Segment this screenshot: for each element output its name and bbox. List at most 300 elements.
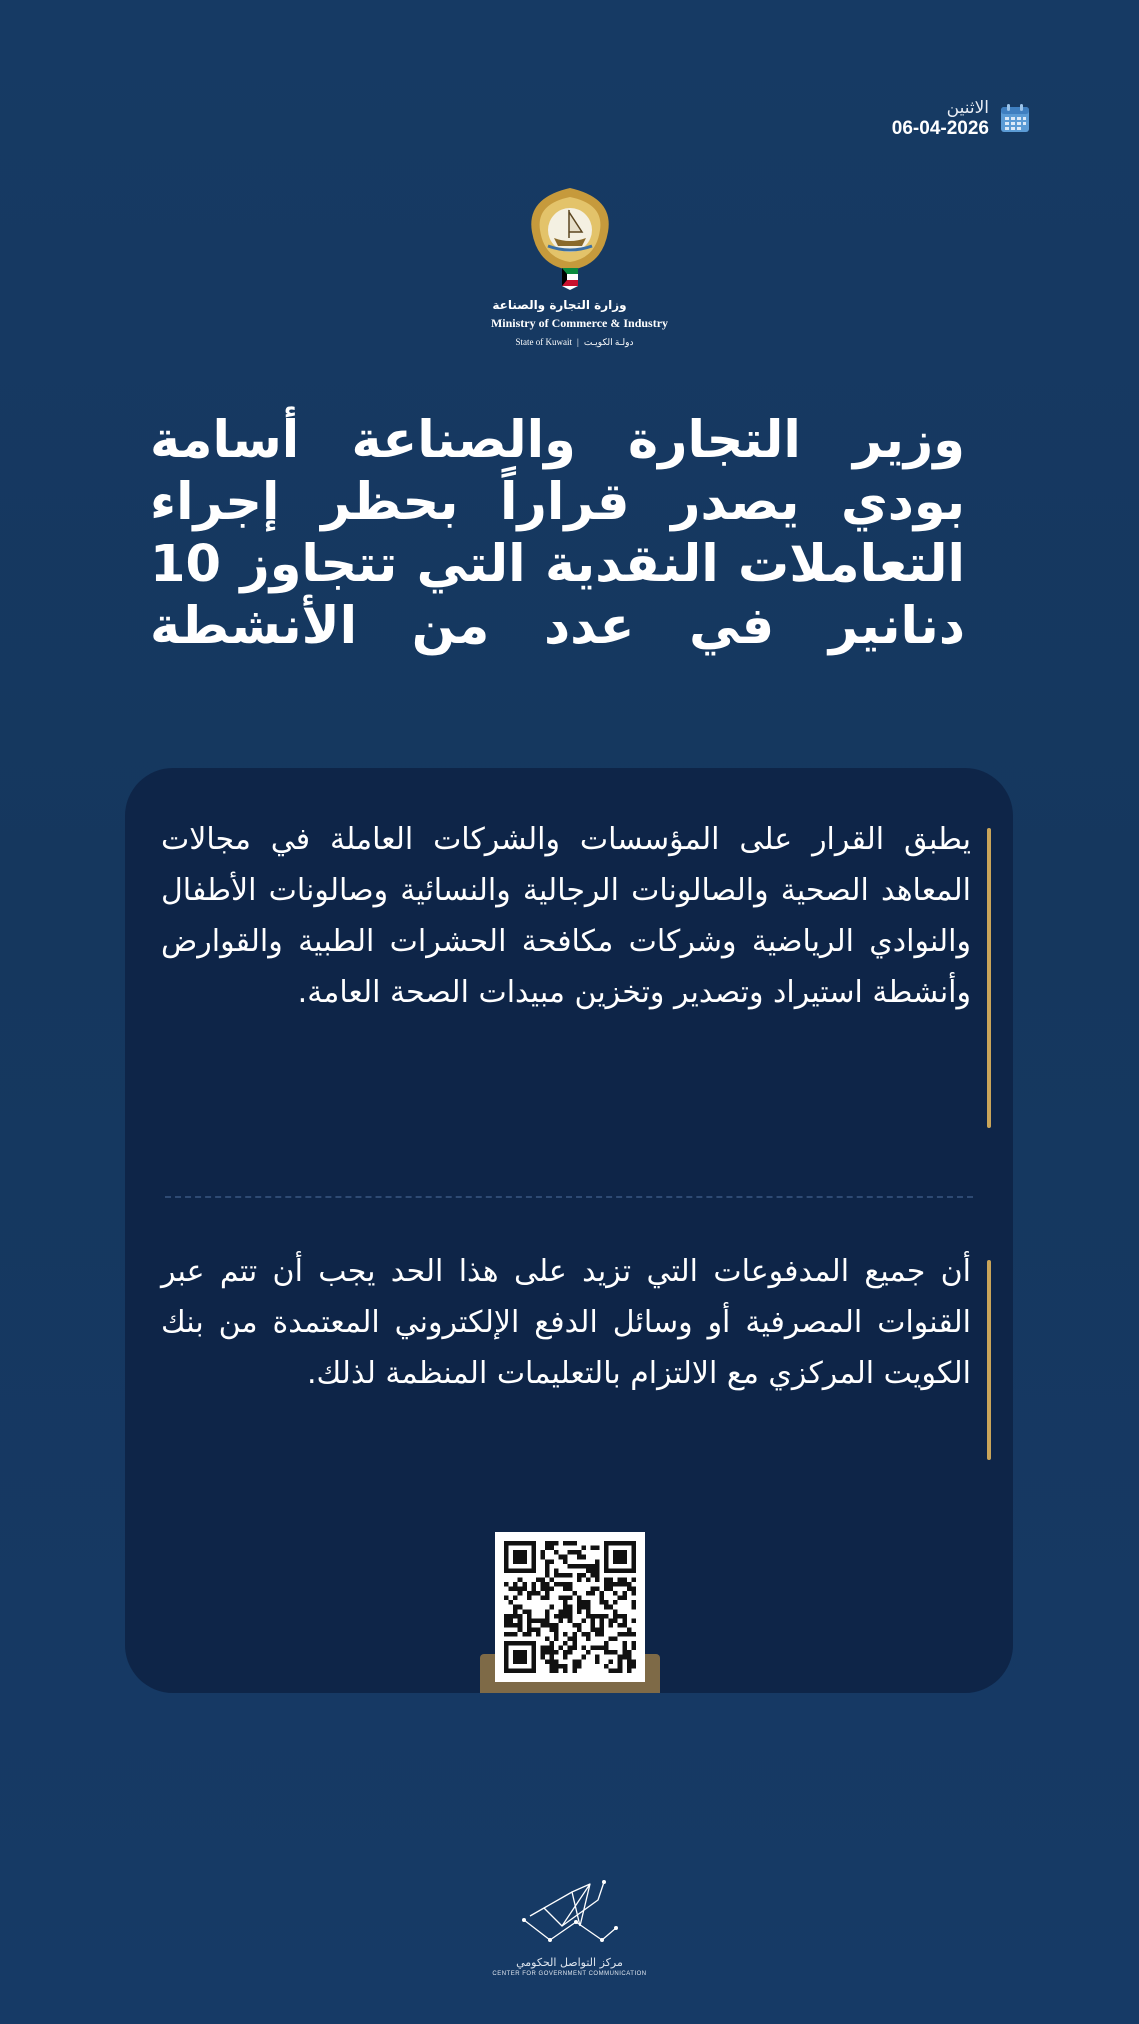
state-english: State of Kuwait [515, 337, 573, 347]
date-text [892, 98, 989, 140]
qr-module [613, 1650, 618, 1655]
qr-module [586, 1591, 591, 1596]
qr-module [518, 1618, 523, 1623]
qr-module [509, 1668, 514, 1673]
qr-module [509, 1641, 514, 1646]
qr-module [527, 1618, 532, 1623]
qr-module [572, 1564, 577, 1569]
qr-module [563, 1541, 568, 1546]
qr-module [536, 1618, 541, 1623]
qr-module [577, 1577, 582, 1582]
qr-module [613, 1559, 618, 1564]
qr-module [504, 1655, 509, 1660]
qr-module [577, 1600, 582, 1605]
qr-module [559, 1664, 564, 1669]
qr-module [622, 1618, 627, 1623]
state-arabic: دولـة الكويـت [583, 337, 634, 347]
qr-module [600, 1591, 605, 1596]
ministry-name-arabic: وزارة التجارة والصناعة [492, 298, 627, 312]
qr-module [550, 1627, 555, 1632]
qr-module [618, 1550, 623, 1555]
qr-module [618, 1596, 623, 1601]
qr-module [604, 1641, 609, 1646]
qr-module [518, 1659, 523, 1664]
qr-module [613, 1550, 618, 1555]
qr-module [572, 1541, 577, 1546]
qr-module [540, 1646, 545, 1651]
qr-module [563, 1655, 568, 1660]
qr-module [600, 1632, 605, 1637]
qr-module [622, 1568, 627, 1573]
qr-module [613, 1618, 618, 1623]
qr-module [522, 1541, 527, 1546]
qr-module [627, 1627, 632, 1632]
qr-module [522, 1650, 527, 1655]
qr-module [554, 1668, 559, 1673]
qr-module [518, 1541, 523, 1546]
qr-module [531, 1641, 536, 1646]
qr-module [531, 1659, 536, 1664]
paragraph-2: أن جميع المدفوعات التي تزيد على هذا الحد يجب أن تتم عبر القنوات المصرفية أو وسائل الدفع الإلكتروني المعتمدة من بنك الكويت المركزي مع الالتزام بالتعليمات المنظمة لذلك. [161, 1254, 971, 1391]
qr-module [604, 1559, 609, 1564]
qr-module [518, 1568, 523, 1573]
qr-module [622, 1650, 627, 1655]
qr-module [563, 1664, 568, 1669]
qr-module [613, 1541, 618, 1546]
qr-module [586, 1614, 591, 1619]
qr-module [518, 1627, 523, 1632]
qr-module [613, 1668, 618, 1673]
qr-module [631, 1618, 636, 1623]
qr-module [577, 1609, 582, 1614]
qr-module [609, 1618, 614, 1623]
qr-module [622, 1641, 627, 1646]
qr-module [613, 1582, 618, 1587]
qr-module [568, 1587, 573, 1592]
qr-module [522, 1582, 527, 1587]
qr-module [595, 1627, 600, 1632]
qr-module [536, 1577, 541, 1582]
qr-module [545, 1650, 550, 1655]
qr-module [550, 1546, 555, 1551]
qr-code-icon[interactable] [495, 1532, 645, 1682]
qr-module [622, 1577, 627, 1582]
qr-module [622, 1623, 627, 1628]
qr-module [568, 1573, 573, 1578]
qr-module [559, 1582, 564, 1587]
qr-module [545, 1541, 550, 1546]
qr-module [618, 1577, 623, 1582]
qr-module [568, 1637, 573, 1642]
qr-module [531, 1646, 536, 1651]
qr-module [504, 1618, 509, 1623]
qr-module [545, 1623, 550, 1628]
qr-module [554, 1582, 559, 1587]
state-line [516, 337, 634, 348]
qr-module [531, 1655, 536, 1660]
qr-module [518, 1550, 523, 1555]
paragraph-1: يطبق القرار على المؤسسات والشركات العاملة في مجالات المعاهد الصحية والصالونات الرجالية والنسائية وصالونات الأطفال والنوادي الرياضية وشركات مكافحة الحشرات الطبية والقوارض وأنشطة استيراد وتصدير وتخزين مبيدات الصحة العامة. [161, 822, 971, 1010]
qr-module [531, 1664, 536, 1669]
qr-module [513, 1668, 518, 1673]
qr-module [631, 1641, 636, 1646]
qr-module [513, 1559, 518, 1564]
qr-module [513, 1568, 518, 1573]
qr-module [531, 1541, 536, 1546]
qr-module [577, 1573, 582, 1578]
qr-module [572, 1668, 577, 1673]
state-separator: | [577, 337, 579, 347]
qr-module [509, 1618, 514, 1623]
qr-module [631, 1632, 636, 1637]
qr-module [618, 1632, 623, 1637]
qr-module [590, 1646, 595, 1651]
qr-module [527, 1668, 532, 1673]
qr-module [550, 1650, 555, 1655]
qr-module [586, 1632, 591, 1637]
qr-module [554, 1573, 559, 1578]
qr-module [554, 1637, 559, 1642]
qr-module [631, 1555, 636, 1560]
qr-module [613, 1614, 618, 1619]
qr-module [554, 1650, 559, 1655]
qr-module [531, 1559, 536, 1564]
qr-module [531, 1582, 536, 1587]
qr-module [509, 1600, 514, 1605]
qr-module [581, 1600, 586, 1605]
qr-module [572, 1623, 577, 1628]
qr-module [550, 1623, 555, 1628]
government-communication-logo [510, 1878, 630, 1958]
qr-module [550, 1577, 555, 1582]
qr-module [518, 1641, 523, 1646]
dashed-divider [165, 1196, 973, 1198]
qr-module [540, 1623, 545, 1628]
qr-module [631, 1587, 636, 1592]
qr-module [595, 1546, 600, 1551]
qr-module [559, 1614, 564, 1619]
qr-module [545, 1637, 550, 1642]
qr-module [627, 1659, 632, 1664]
qr-module [609, 1650, 614, 1655]
qr-module [631, 1550, 636, 1555]
qr-module [586, 1600, 591, 1605]
qr-module [518, 1655, 523, 1660]
qr-module [554, 1614, 559, 1619]
qr-module [550, 1659, 555, 1664]
qr-module [581, 1605, 586, 1610]
qr-module [618, 1659, 623, 1664]
qr-module [563, 1587, 568, 1592]
qr-module [559, 1555, 564, 1560]
qr-module [559, 1573, 564, 1578]
qr-module [627, 1664, 632, 1669]
qr-module [522, 1659, 527, 1664]
qr-module [504, 1641, 509, 1646]
qr-module [513, 1550, 518, 1555]
qr-module [531, 1618, 536, 1623]
qr-module [600, 1596, 605, 1601]
qr-module [609, 1587, 614, 1592]
qr-module [631, 1541, 636, 1546]
qr-module [513, 1605, 518, 1610]
qr-module [586, 1609, 591, 1614]
qr-module [618, 1664, 623, 1669]
qr-module [631, 1546, 636, 1551]
qr-module [518, 1577, 523, 1582]
qr-module [509, 1568, 514, 1573]
qr-module [540, 1577, 545, 1582]
qr-module [563, 1650, 568, 1655]
qr-module [577, 1605, 582, 1610]
qr-module [572, 1664, 577, 1669]
qr-module [631, 1564, 636, 1569]
qr-module [563, 1668, 568, 1673]
qr-module [613, 1637, 618, 1642]
qr-module [604, 1650, 609, 1655]
qr-module [522, 1641, 527, 1646]
qr-module [618, 1555, 623, 1560]
qr-module [527, 1591, 532, 1596]
qr-module [531, 1555, 536, 1560]
qr-module [618, 1541, 623, 1546]
qr-module [563, 1582, 568, 1587]
accent-bar [987, 1260, 991, 1460]
qr-module [572, 1550, 577, 1555]
qr-module [572, 1641, 577, 1646]
qr-module [559, 1596, 564, 1601]
qr-module [609, 1541, 614, 1546]
qr-module [604, 1664, 609, 1669]
qr-module [563, 1555, 568, 1560]
qr-module [527, 1596, 532, 1601]
qr-module [595, 1587, 600, 1592]
qr-module [590, 1564, 595, 1569]
qr-module [527, 1632, 532, 1637]
qr-module [509, 1614, 514, 1619]
qr-module [590, 1573, 595, 1578]
qr-module [504, 1646, 509, 1651]
qr-module [581, 1573, 586, 1578]
qr-module [568, 1650, 573, 1655]
qr-module [618, 1668, 623, 1673]
qr-module [577, 1550, 582, 1555]
qr-module [604, 1564, 609, 1569]
qr-module [540, 1618, 545, 1623]
qr-module [509, 1632, 514, 1637]
qr-module [600, 1646, 605, 1651]
qr-module [613, 1568, 618, 1573]
qr-module [595, 1568, 600, 1573]
qr-module [522, 1550, 527, 1555]
qr-module [504, 1650, 509, 1655]
qr-module [586, 1605, 591, 1610]
qr-module [531, 1587, 536, 1592]
qr-module [572, 1591, 577, 1596]
qr-module [590, 1614, 595, 1619]
qr-module [509, 1623, 514, 1628]
qr-module [590, 1591, 595, 1596]
qr-module [540, 1655, 545, 1660]
qr-module [627, 1632, 632, 1637]
qr-module [600, 1614, 605, 1619]
qr-module [572, 1637, 577, 1642]
qr-module [504, 1550, 509, 1555]
qr-module [595, 1632, 600, 1637]
qr-module [590, 1568, 595, 1573]
qr-module [554, 1627, 559, 1632]
qr-module [572, 1632, 577, 1637]
qr-module [527, 1623, 532, 1628]
qr-module [527, 1609, 532, 1614]
qr-module [600, 1627, 605, 1632]
qr-module [577, 1564, 582, 1569]
qr-module [563, 1641, 568, 1646]
qr-module [568, 1605, 573, 1610]
qr-module [581, 1646, 586, 1651]
qr-module [609, 1577, 614, 1582]
qr-module [531, 1546, 536, 1551]
qr-module [622, 1550, 627, 1555]
qr-module [618, 1655, 623, 1660]
qr-module [618, 1568, 623, 1573]
qr-module [595, 1564, 600, 1569]
qr-module [590, 1546, 595, 1551]
qr-module [550, 1541, 555, 1546]
qr-module [504, 1559, 509, 1564]
qr-module [577, 1664, 582, 1669]
ministry-logo [0, 180, 1139, 348]
qr-module [527, 1541, 532, 1546]
qr-module [527, 1627, 532, 1632]
qr-module [522, 1587, 527, 1592]
qr-module [509, 1541, 514, 1546]
headline: وزير التجارة والصناعة أسامة بودي يصدر قراراً بحظر إجراء التعاملات النقدية التي تتجاوز 10 دنانير في عدد من الأنشطة [150, 411, 965, 656]
qr-module [563, 1609, 568, 1614]
qr-module [513, 1632, 518, 1637]
qr-module [513, 1541, 518, 1546]
qr-module [563, 1605, 568, 1610]
qr-module [545, 1609, 550, 1614]
qr-module [536, 1591, 541, 1596]
qr-module [586, 1568, 591, 1573]
center-name-english: CENTER FOR GOVERNMENT COMMUNICATION [492, 1971, 647, 1977]
qr-module [531, 1550, 536, 1555]
qr-module [590, 1627, 595, 1632]
qr-module [536, 1627, 541, 1632]
qr-module [513, 1641, 518, 1646]
center-name-arabic: مركز التواصل الحكومي [516, 1956, 623, 1969]
qr-module [518, 1623, 523, 1628]
qr-module [631, 1591, 636, 1596]
qr-module [613, 1600, 618, 1605]
qr-module [513, 1582, 518, 1587]
qr-module [509, 1587, 514, 1592]
date-value: 06-04-2026 [891, 118, 989, 139]
qr-module [527, 1568, 532, 1573]
qr-module [522, 1668, 527, 1673]
qr-module [595, 1559, 600, 1564]
qr-module [518, 1555, 523, 1560]
qr-module [504, 1555, 509, 1560]
qr-module [513, 1587, 518, 1592]
qr-module [559, 1618, 564, 1623]
qr-module [613, 1591, 618, 1596]
qr-module [504, 1659, 509, 1664]
qr-module [504, 1632, 509, 1637]
qr-module [518, 1591, 523, 1596]
qr-module [568, 1596, 573, 1601]
qr-module [572, 1659, 577, 1664]
qr-module [513, 1650, 518, 1655]
qr-module [518, 1668, 523, 1673]
qr-module [613, 1555, 618, 1560]
qr-module [568, 1609, 573, 1614]
qr-module [554, 1550, 559, 1555]
qr-module [577, 1659, 582, 1664]
qr-module [600, 1600, 605, 1605]
calendar-icon [999, 102, 1031, 134]
qr-module [577, 1555, 582, 1560]
qr-module [545, 1568, 550, 1573]
qr-module [513, 1659, 518, 1664]
qr-module [609, 1605, 614, 1610]
qr-module [504, 1582, 509, 1587]
qr-module [631, 1664, 636, 1669]
qr-module [609, 1623, 614, 1628]
qr-module [604, 1555, 609, 1560]
qr-module [581, 1655, 586, 1660]
qr-module [540, 1550, 545, 1555]
qr-module [563, 1600, 568, 1605]
accent-bar [987, 828, 991, 1128]
qr-module [604, 1614, 609, 1619]
qr-module [545, 1559, 550, 1564]
qr-module [631, 1577, 636, 1582]
qr-module [604, 1600, 609, 1605]
qr-module [568, 1550, 573, 1555]
qr-module [595, 1646, 600, 1651]
qr-module [554, 1659, 559, 1664]
qr-module [545, 1659, 550, 1664]
date-block [892, 98, 1031, 140]
qr-module [627, 1541, 632, 1546]
qr-module [522, 1632, 527, 1637]
qr-module [563, 1596, 568, 1601]
qr-module [563, 1573, 568, 1578]
kuwait-emblem-icon [520, 180, 620, 290]
qr-module [627, 1668, 632, 1673]
qr-module [627, 1587, 632, 1592]
qr-module [618, 1582, 623, 1587]
qr-module [563, 1632, 568, 1637]
qr-module [604, 1541, 609, 1546]
qr-module [568, 1582, 573, 1587]
qr-module [531, 1568, 536, 1573]
qr-module [568, 1541, 573, 1546]
qr-module [622, 1655, 627, 1660]
info-card [125, 768, 1013, 1693]
paragraph-1-block [151, 814, 991, 1128]
qr-module [545, 1591, 550, 1596]
qr-module [604, 1577, 609, 1582]
qr-module [513, 1655, 518, 1660]
qr-module [550, 1587, 555, 1592]
qr-module [504, 1568, 509, 1573]
qr-module [540, 1587, 545, 1592]
qr-module [577, 1596, 582, 1601]
qr-module [627, 1568, 632, 1573]
